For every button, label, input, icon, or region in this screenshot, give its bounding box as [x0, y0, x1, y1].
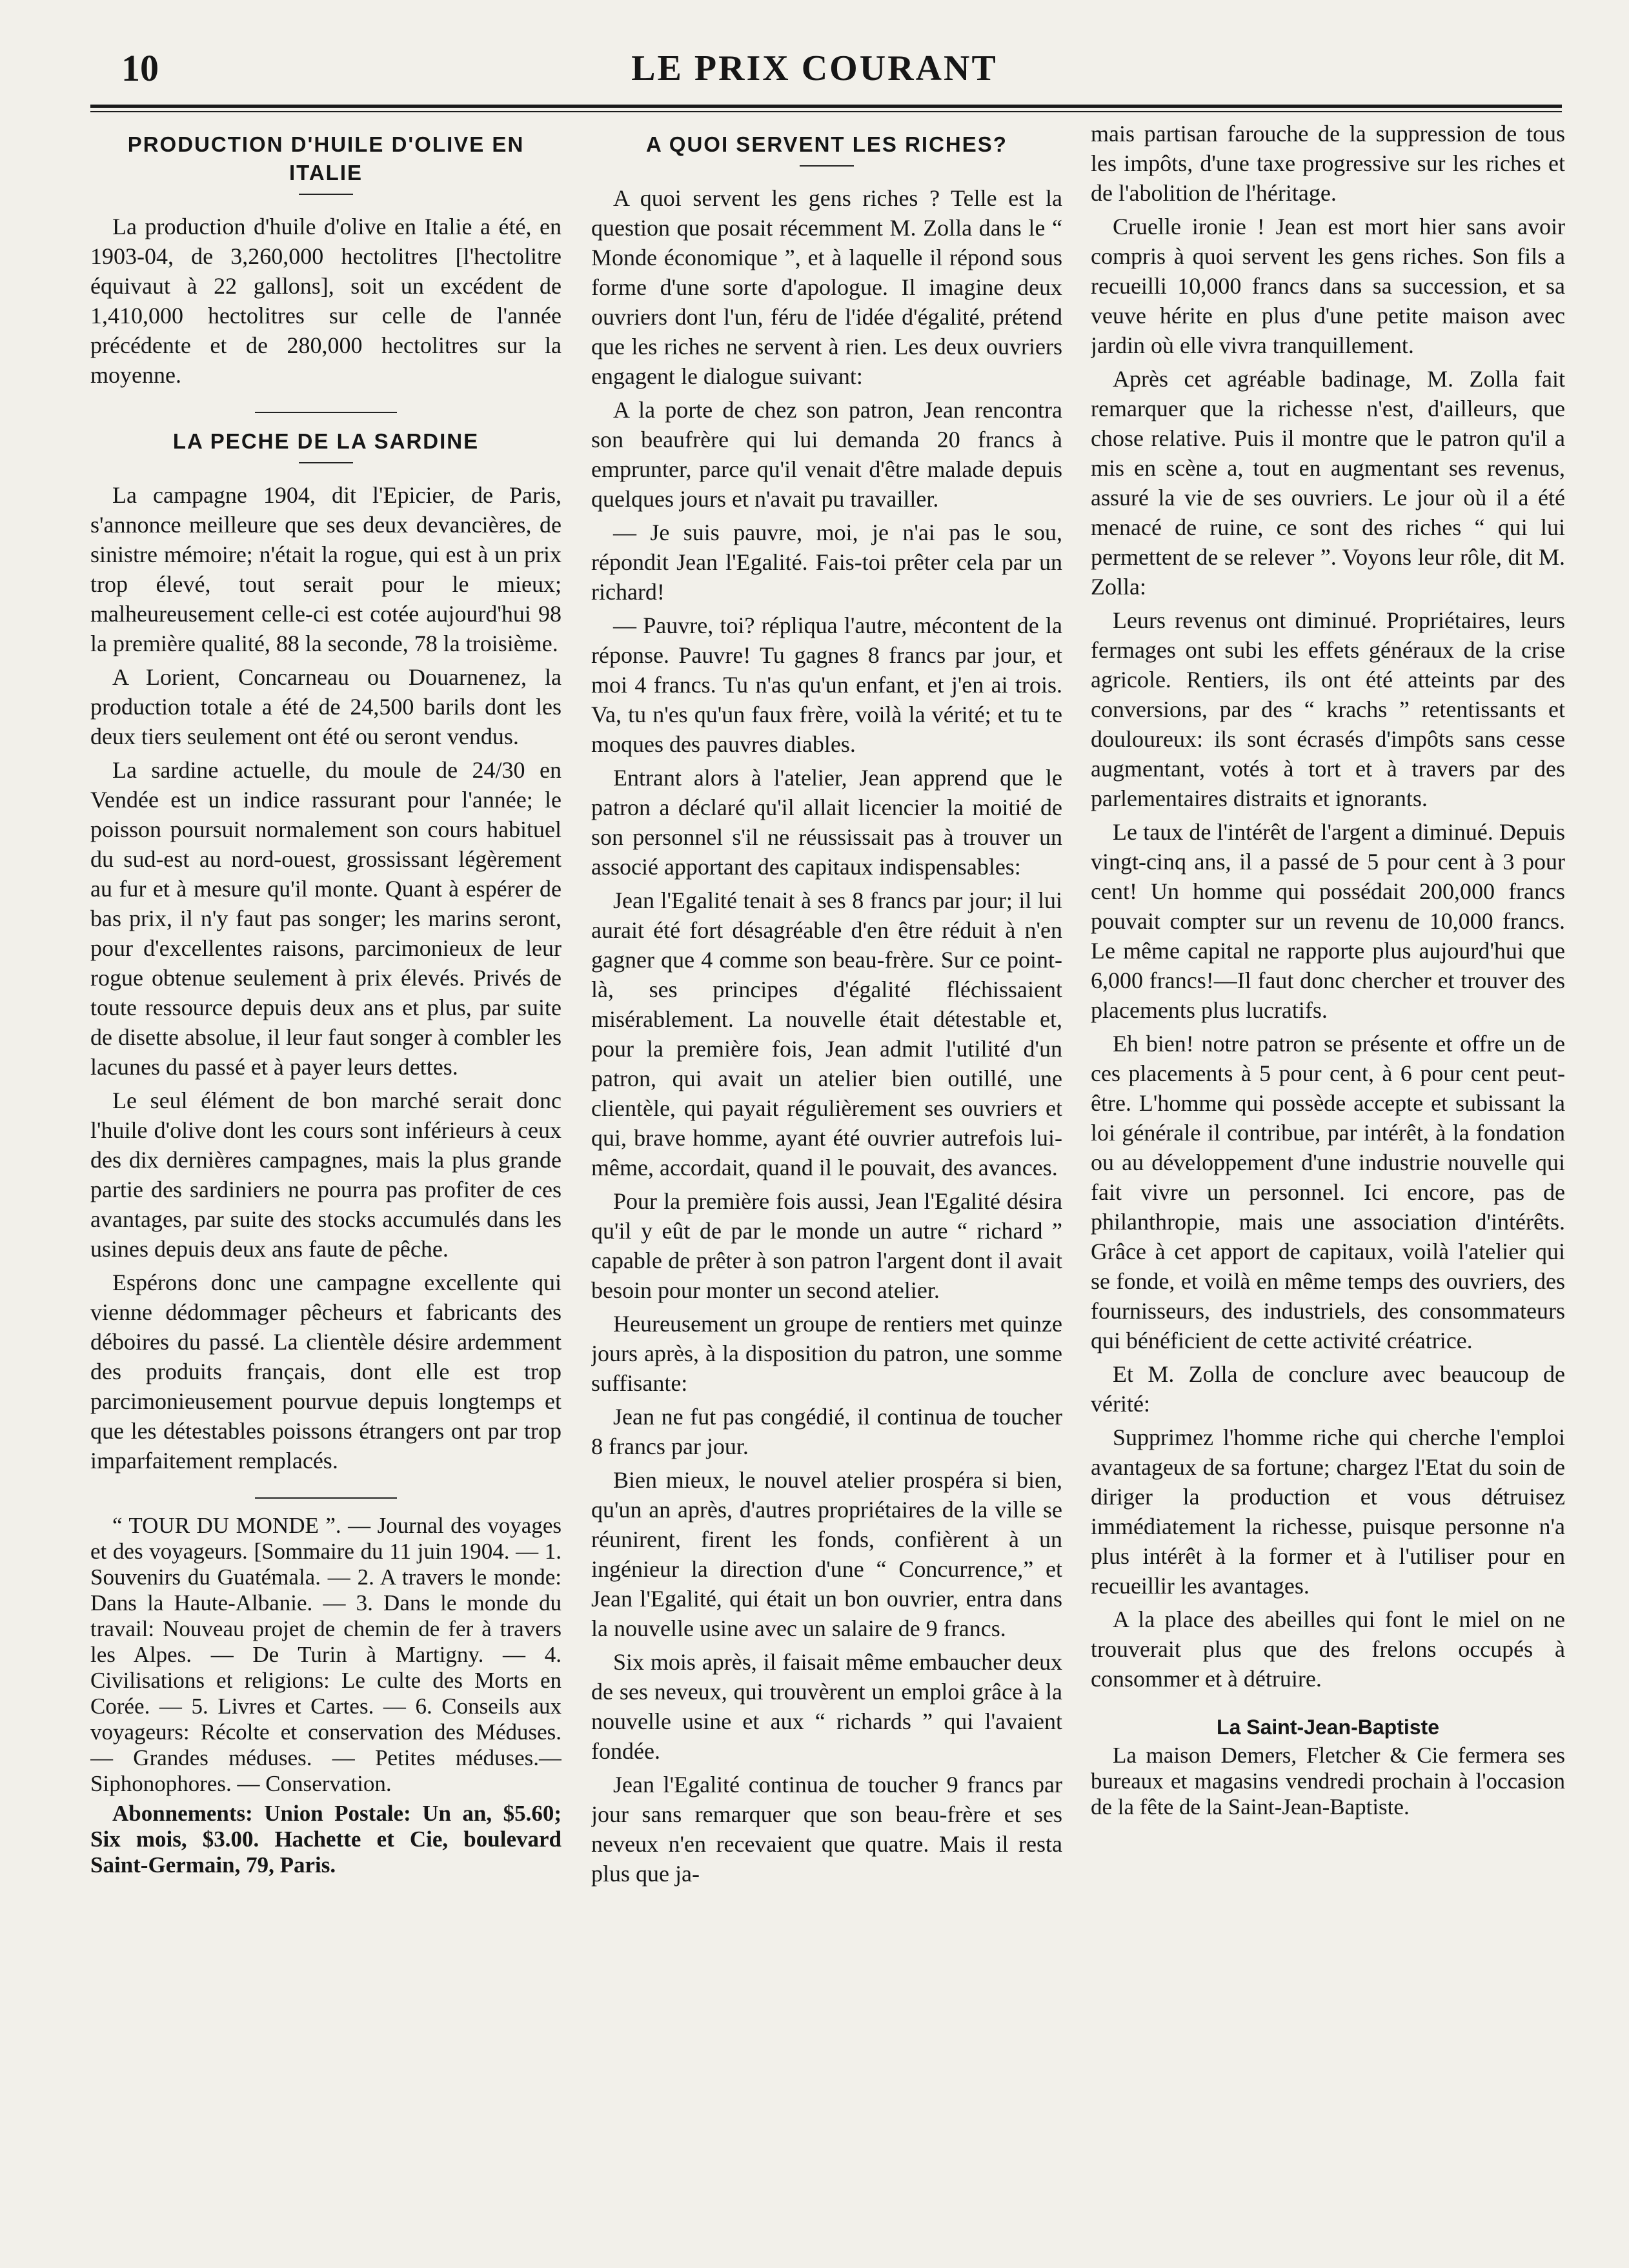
- paragraph: Entrant alors à l'atelier, Jean apprend que le patron a déclaré qu'il allait licencier la moitié de son personnel s'il ne réussissait pas à trouver un associé apportant des capitaux indispensables:: [591, 765, 1062, 880]
- paragraph: Supprimez l'homme riche qui cherche l'emploi avantageux de sa fortune; chargez l'Etat du soin de diriger la production et vous détruisez immédiatement la richesse, puisque personne n'a plus intérêt à la former et à l'utiliser pour en recueillir les avantages.: [1091, 1424, 1565, 1599]
- paragraph: Heureusement un groupe de rentiers met quinze jours après, à la disposition du patron, une somme suffisante:: [591, 1311, 1062, 1396]
- column-left: [90, 119, 562, 2216]
- paragraph: Le seul élément de bon marché serait donc l'huile d'olive dont les cours sont inférieurs à ceux des dix dernières campagnes, mais la plus grande partie des sardiniers ne pourra pas profiter de ces avantages, par suite des stocks accumulés dans les usines depuis deux ans faute de pêche.: [90, 1088, 562, 1262]
- divider: [800, 165, 854, 167]
- paragraph: Après cet agréable badinage, M. Zolla fait remarquer que la richesse n'est, d'ailleurs, que chose relative. Puis il montre que le patron qu'il a mis en scène a, tout en augmentant ses revenus, assuré la vie de ses ouvriers. Le jour où il a été menacé de ruine, ce sont des riches “ qui lui permettent de se relever ”. Voyons leur rôle, dit M. Zolla:: [1091, 366, 1565, 600]
- paragraph: Et M. Zolla de conclure avec beaucoup de vérité:: [1091, 1361, 1565, 1417]
- paragraph: Cruelle ironie ! Jean est mort hier sans avoir compris à quoi servent les gens riches. Son fils a recueilli 10,000 francs dans sa succession, et sa veuve hérite en plus d'une petite maison avec jardin où elle vivra tranquillement.: [1091, 214, 1565, 358]
- paragraph: Jean ne fut pas congédié, il continua de toucher 8 francs par jour.: [591, 1404, 1062, 1459]
- paragraph: Jean l'Egalité tenait à ses 8 francs par jour; il lui aurait été fort désagréable d'en être réduit à n'en gagner que 4 comme son beau-frère. Sur ce point-là, ses principes d'égalité fléchissaient misérablement. La nouvelle était détestable et, pour la première fois, Jean admit l'utilité d'un patron, qui avait un atelier bien outillé, une clientèle, qui payait régulièrement ses ouvriers et qui, brave homme, ayant été ouvrier autrefois lui-même, accordait, quand il le pouvait, des avances.: [591, 887, 1062, 1180]
- column-middle: [591, 119, 1062, 2216]
- paragraph: La sardine actuelle, du moule de 24/30 en Vendée est un indice rassurant pour l'année; le poisson poursuit normalement son cours habituel du sud-est au nord-ouest, grossissant légèrement au fur et à mesure qu'il monte. Quant à espérer de bas prix, il n'y faut pas songer; les marins seront, pour d'excellentes raisons, parcimonieux de leur rogue obtenue seulement à prix élevés. Privés de toute ressource depuis deux ans et plus, par suite de disette absolue, il leur faut songer à combler les lacunes du passé et à payer leurs dettes.: [90, 757, 562, 1080]
- header-rule-thin: [90, 111, 1562, 112]
- paragraph: — Pauvre, toi? répliqua l'autre, mécontent de la réponse. Pauvre! Tu gagnes 8 francs par jour, et moi 4 francs. Tu n'as qu'un enfant, et j'en ai trois. Va, tu n'es qu'un faux frère, voilà la vérité; et tu te moques des pauvres diables.: [591, 613, 1062, 757]
- paragraph-saint-jean-baptiste: La maison Demers, Fletcher & Cie fermera ses bureaux et magasins vendredi prochain à l'occasion de la fête de la Saint-Jean-Baptiste.: [1091, 1743, 1565, 1819]
- paragraph: Six mois après, il faisait même embaucher deux de ses neveux, qui trouvèrent un emploi grâce à la nouvelle usine et aux “ richards ” qui l'avaient fondée.: [591, 1649, 1062, 1764]
- paragraph: Espérons donc une campagne excellente qui vienne dédommager pêcheurs et fabricants des déboires du passé. La clientèle désire ardemment des produits français, dont elle est trop parcimonieusement pourvue depuis longtemps et que les détestables poissons étrangers ont par trop imparfaitement remplacés.: [90, 1270, 562, 1473]
- paragraph: La campagne 1904, dit l'Epicier, de Paris, s'annonce meilleure que ses deux devancières, de sinistre mémoire; n'était la rogue, qui est à un prix trop élevé, tout serait pour le mieux; malheureusement celle-ci est cotée aujourd'hui 98 la première qualité, 88 la seconde, 78 la troisième.: [90, 482, 562, 656]
- paragraph-continued: mais partisan farouche de la suppression de tous les impôts, d'une taxe progressive sur les riches et de l'abolition de l'héritage.: [1091, 121, 1565, 206]
- divider: [255, 1497, 397, 1499]
- paragraph-abonnements: Abonnements: Union Postale: Un an, $5.60; Six mois, $3.00. Hachette et Cie, boulevard Saint-Germain, 79, Paris.: [90, 1801, 562, 1878]
- page-number: 10: [121, 47, 159, 89]
- paragraph: — Je suis pauvre, moi, je n'ai pas le sou, répondit Jean l'Egalité. Fais-toi prêter cela par un richard!: [591, 520, 1062, 605]
- paragraph: A la porte de chez son patron, Jean rencontra son beaufrère qui lui demanda 20 francs à emprunter, parce qu'il venait d'être malade depuis quelques jours et n'avait pu travailler.: [591, 397, 1062, 512]
- paragraph: Pour la première fois aussi, Jean l'Egalité désira qu'il y eût de par le monde un autre “ richard ” capable de prêter à son patron l'argent dont il avait besoin pour monter un second atelier.: [591, 1188, 1062, 1303]
- heading-olive-oil: PRODUCTION D'HUILE D'OLIVE EN ITALIE: [127, 132, 525, 185]
- page-header: [0, 0, 1629, 116]
- divider: [299, 194, 353, 195]
- heading-riches: A QUOI SERVENT LES RICHES?: [646, 132, 1007, 156]
- column-right: [1091, 119, 1565, 2216]
- divider: [255, 412, 397, 413]
- paragraph: Le taux de l'intérêt de l'argent a diminué. Depuis vingt-cinq ans, il a passé de 5 pour cent à 3 pour cent! Un homme qui possédait 200,000 francs pouvait compter sur un revenu de 10,000 francs. Le même capital ne rapporte plus aujourd'hui que 6,000 francs!—Il faut donc chercher et trouver des placements plus lucratifs.: [1091, 819, 1565, 1023]
- paragraph: Jean l'Egalité continua de toucher 9 francs par jour sans remarquer que son beau-frère et ses neveux n'en recevaient que quatre. Mais il resta plus que ja-: [591, 1772, 1062, 1887]
- paragraph-tour-du-monde: “ TOUR DU MONDE ”. — Journal des voyages et des voyageurs. [Sommaire du 11 juin 1904. — 1. Souvenirs du Guatémala. — 2. A travers le monde: Dans la Haute-Albanie. — 3. Dans le monde du travail: Nouveau projet de chemin de fer à travers les Alpes. — De Turin à Martigny. — 4. Civilisations et religions: Le culte des Morts en Corée. — 5. Livres et Cartes. — 6. Conseils aux voyageurs: Récolte et conservation des Méduses. — Grandes méduses. — Petites méduses.— Siphonophores. — Conservation.: [90, 1513, 562, 1796]
- newspaper-title: LE PRIX COURANT: [631, 48, 998, 88]
- paragraph: Eh bien! notre patron se présente et offre un de ces placements à 5 pour cent, à 6 pour cent peut-être. L'homme qui possède accepte et subissant la loi générale il contribue, par intérêt, à la fondation ou au développement d'une industrie nouvelle qui fait vivre un personnel. Ici encore, pas de philanthropie, mais une association d'intérêts. Grâce à cet apport de capitaux, voilà l'atelier qui se fonde, et voilà en même temps des ouvriers, des fournisseurs, des industriels, des consommateurs qui bénéficient de cette activité créatrice.: [1091, 1031, 1565, 1353]
- paragraph: Bien mieux, le nouvel atelier prospéra si bien, qu'un an après, d'autres propriétaires de la ville se réunirent, firent les fonds, confièrent à un ingénieur la direction d'une “ Concurrence,” et Jean l'Egalité, qui était un bon ouvrier, entra dans la nouvelle usine avec un salaire de 9 francs.: [591, 1467, 1062, 1641]
- divider: [299, 462, 353, 463]
- heading-saint-jean-baptiste: La Saint-Jean-Baptiste: [1217, 1716, 1439, 1739]
- paragraph: Leurs revenus ont diminué. Propriétaires, leurs fermages ont subi les effets généraux de la crise agricole. Rentiers, ils ont été atteints par des conversions, par des “ krachs ” retentissants et douloureux: ils sont écrasés d'impôts sans cesse augmentant, votés à tort et à travers par des parlementaires distraits et ignorants.: [1091, 607, 1565, 811]
- paragraph: A la place des abeilles qui font le miel on ne trouverait plus que des frelons occupés à consommer et à détruire.: [1091, 1606, 1565, 1692]
- paragraph-olive-oil: La production d'huile d'olive en Italie a été, en 1903-04, de 3,260,000 hectolitres [l'hectolitre équivaut à 22 gallons], soit un excédent de 1,410,000 hectolitres sur celle de l'année précédente et de 280,000 hectolitres sur la moyenne.: [90, 214, 562, 388]
- paragraph: A quoi servent les gens riches ? Telle est la question que posait récemment M. Zolla dans le “ Monde économique ”, et à laquelle il répond sous forme d'une sorte d'apologue. Il imagine deux ouvriers dont l'un, féru de l'idée d'égalité, prétend que les riches ne servent à rien. Les deux ouvriers engagent le dialogue suivant:: [591, 185, 1062, 389]
- paragraph: A Lorient, Concarneau ou Douarnenez, la production totale a été de 24,500 barils dont les deux tiers seulement ont été ou seront vendus.: [90, 664, 562, 749]
- heading-sardine: LA PECHE DE LA SARDINE: [172, 429, 480, 453]
- header-rule: [90, 105, 1562, 108]
